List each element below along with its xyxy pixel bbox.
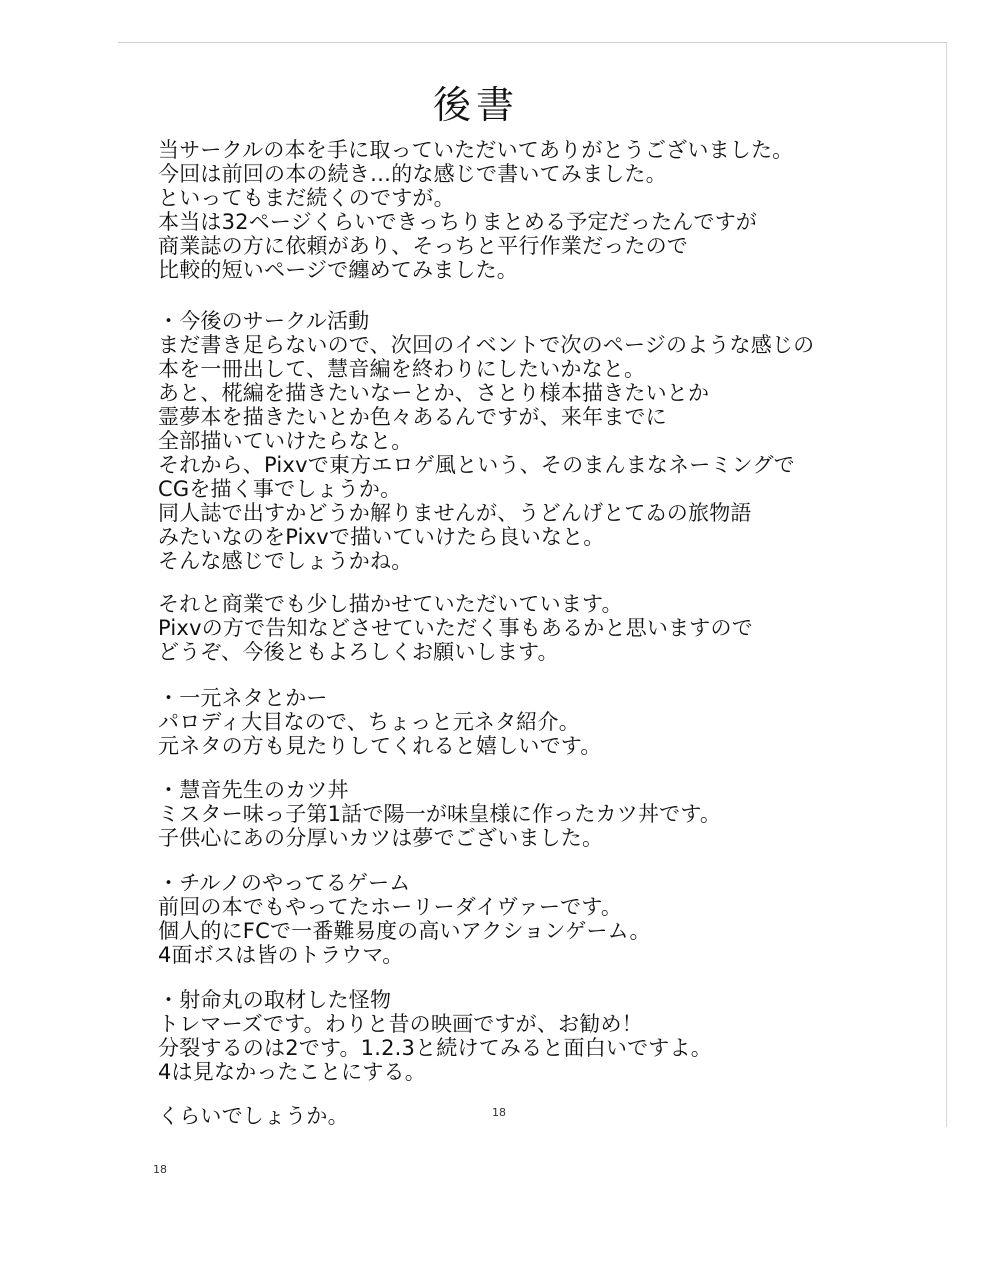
section-heading: ・今後のサークル活動 bbox=[158, 309, 370, 333]
text-line: 同人誌で出すかどうか解りませんが、うどんげとてゐの旅物語 bbox=[158, 501, 752, 525]
page-number-outer: 18 bbox=[153, 1163, 167, 1176]
text-line: 4面ボスは皆のトラウマ。 bbox=[158, 943, 404, 967]
text-line: 元ネタの方も見たりしてくれると嬉しいです。 bbox=[158, 734, 602, 758]
page-frame-top bbox=[118, 42, 946, 43]
text-line: 本当は32ページくらいできっちりまとめる予定だったんですが bbox=[158, 210, 758, 234]
page-frame-right bbox=[946, 42, 947, 1127]
section-heading: ・一元ネタとかー bbox=[158, 686, 328, 710]
text-line: 分裂するのは2です。1.2.3と続けてみると面白いですよ。 bbox=[158, 1036, 712, 1060]
text-line: ミスター味っ子第1話で陽一が味皇様に作ったカツ丼です。 bbox=[158, 802, 722, 826]
text-line: どうぞ、今後ともよろしくお願いします。 bbox=[158, 640, 559, 664]
text-line: 全部描いていけたらなと。 bbox=[158, 429, 413, 453]
section-heading: ・慧音先生のカツ丼 bbox=[158, 778, 349, 802]
text-line: 個人的にFCで一番難易度の高いアクションゲーム。 bbox=[158, 919, 651, 943]
text-line: 子供心にあの分厚いカツは夢でございました。 bbox=[158, 826, 604, 850]
text-line: それから、Pixvで東方エロゲ風という、そのまんまなネーミングで bbox=[158, 453, 795, 477]
text-line: といってもまだ続くのですが。 bbox=[158, 186, 455, 210]
text-line: それと商業でも少し描かせていただいています。 bbox=[158, 592, 623, 616]
text-line: Pixvの方で告知などさせていただく事もあるかと思いますので bbox=[158, 616, 753, 640]
text-line: 本を一冊出して、慧音編を終わりにしたいかなと。 bbox=[158, 357, 646, 381]
text-line: 比較的短いページで纏めてみました。 bbox=[158, 258, 518, 282]
section-heading: ・射命丸の取材した怪物 bbox=[158, 988, 392, 1012]
text-line: 当サークルの本を手に取っていただいてありがとうございました。 bbox=[158, 138, 794, 162]
text-line: 今回は前回の本の続き…的な感じで書いてみました。 bbox=[158, 162, 667, 186]
text-line: みたいなのをPixvで描いていけたら良いなと。 bbox=[158, 525, 605, 549]
closing-line: くらいでしょうか。 bbox=[158, 1104, 349, 1128]
text-line: 商業誌の方に依頼があり、そっちと平行作業だったので bbox=[158, 234, 688, 258]
text-line: トレマーズです。わりと昔の映画ですが、お勧め！ bbox=[158, 1012, 643, 1036]
page-title: 後書 bbox=[432, 83, 519, 127]
text-line: まだ書き足らないので、次回のイベントで次のページのような感じの bbox=[158, 333, 815, 357]
text-line: パロディ大目なので、ちょっと元ネタ紹介。 bbox=[158, 710, 580, 734]
text-line: 前回の本でもやってたホーリーダイヴァーです。 bbox=[158, 895, 623, 919]
text-line: あと、椛編を描きたいなーとか、さとり様本描きたいとか bbox=[158, 381, 710, 405]
text-line: 4は見なかったことにする。 bbox=[158, 1060, 426, 1084]
text-line: 霊夢本を描きたいとか色々あるんですが、来年までに bbox=[158, 405, 667, 429]
text-line: CGを描く事でしょうか。 bbox=[158, 477, 402, 501]
text-line: そんな感じでしょうかね。 bbox=[158, 549, 413, 573]
page-number: 18 bbox=[492, 1106, 506, 1119]
section-heading: ・チルノのやってるゲーム bbox=[158, 871, 411, 895]
